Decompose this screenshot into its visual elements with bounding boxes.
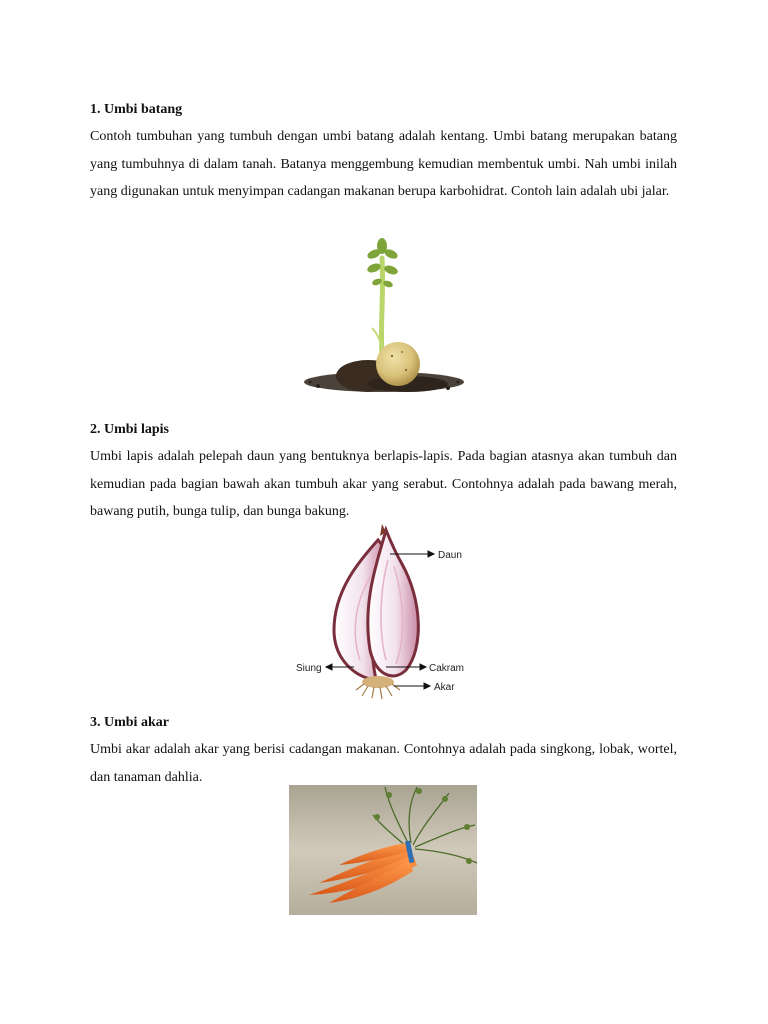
section-heading-umbi-batang: 1. Umbi batang — [90, 102, 183, 117]
shallot-diagram-image — [290, 520, 480, 704]
label-cakram: Cakram — [429, 663, 465, 674]
label-akar: Akar — [434, 682, 455, 693]
label-daun: Daun — [438, 550, 462, 561]
label-siung: Siung — [296, 663, 322, 674]
carrots-image — [289, 785, 477, 915]
section-text-umbi-lapis: Umbi lapis adalah pelepah daun yang bentuknya berlapis-lapis. Pada bagian atasnya akan tumbuh dan kemudian pada bagian bawah akan tumbuh akar yang serabut. Contohnya adalah pada bawang merah, bawang putih, bunga tulip, dan bunga bakung. — [90, 449, 677, 519]
potato-sprout-image — [298, 236, 470, 404]
section-text-umbi-akar: Umbi akar adalah akar yang berisi cadangan makanan. Contohnya adalah pada singkong, lobak, wortel, dan tanaman dahlia. — [90, 742, 677, 785]
section-heading-umbi-lapis: 2. Umbi lapis — [90, 422, 169, 437]
section-text-umbi-batang: Contoh tumbuhan yang tumbuh dengan umbi batang adalah kentang. Umbi batang merupakan batang yang tumbuhnya di dalam tanah. Batanya menggembung kemudian membentuk umbi. Nah umbi inilah yang digunakan untuk menyimpan cadangan makanan berupa karbohidrat. Contoh lain adalah ubi jalar. — [90, 129, 677, 199]
section-heading-umbi-akar: 3. Umbi akar — [90, 715, 169, 730]
